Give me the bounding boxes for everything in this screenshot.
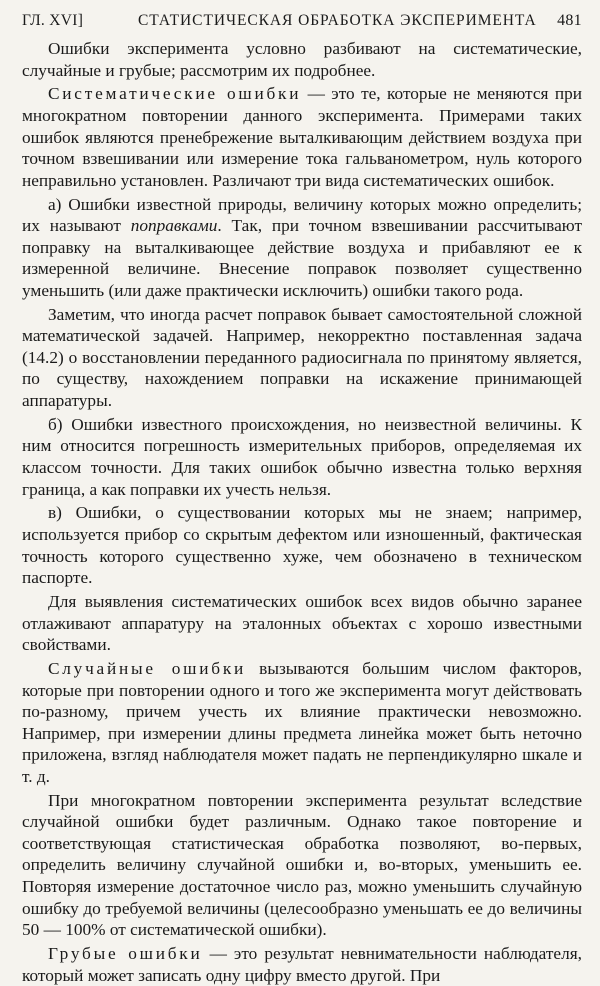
body-text <box>22 38 582 986</box>
term-gross-errors: Грубые ошибки <box>48 944 203 964</box>
paragraph-intro: Ошибки эксперимента условно разбивают на систематические, случайные и грубые; рассмотрим их подробнее. <box>22 39 582 80</box>
term-random-errors: Случайные ошибки <box>48 658 247 678</box>
paragraph-text: а) Ошибки известной природы, величину которых можно определить; их называют <box>22 194 582 236</box>
paragraph-text: — это результат невнимательности наблюдателя, который может записать одну цифру вместо другой. При <box>22 944 582 985</box>
paragraph-text: — это те, которые не меняются при многократном повторении данного эксперимента. Примерами таких ошибок являются пренебрежение выталкивающим действием воздуха при точном взвешивании или измерение тока гальванометром, нуль которого неправильно установлен. Различают три вида систематических ошибок. <box>22 84 582 190</box>
paragraph-systematic-errors <box>22 83 582 191</box>
term-corrections: поправками <box>130 216 218 236</box>
paragraph-text: вызываются большим числом факторов, которые при повторении одного и того же эксперимента могут действовать по-разному, причем учесть их влияние практически невозможно. Например, при измерении длины предмета линейка может быть неточно приложена, взгляд наблюдателя может падать не перпендикулярно шкале и т. д. <box>22 658 582 786</box>
paragraph-known-origin-errors: б) Ошибки известного происхождения, но неизвестной величины. К ним относится погрешность измерительных приборов, определяемая их классом точности. Для таких ошибок обычно известна только верхняя граница, а как поправки их учесть нельзя. <box>22 414 582 499</box>
book-page <box>22 8 582 985</box>
paragraph-unknown-errors: в) Ошибки, о существовании которых мы не знаем; например, используется прибор со скрытым дефектом или изношенный, фактическая точность которого существенно хуже, чем обозначено в техническом паспорте. <box>22 503 582 588</box>
paragraph-text: . Так, при точном взвешивании рассчитывают поправку на выталкивающее действие воздуха и прибавляют ее к измеренной величине. Внесение поправок позволяет существенно уменьшить (или даже практически исключить) ошибки такого рода. <box>22 216 582 300</box>
running-title: СТАТИСТИЧЕСКАЯ ОБРАБОТКА ЭКСПЕРИМЕНТА <box>138 12 537 29</box>
running-header <box>22 8 582 34</box>
chapter-label: ГЛ. XVI] <box>22 12 84 29</box>
paragraph-random-errors <box>22 658 582 788</box>
paragraph-calibration: Для выявления систематических ошибок всех видов обычно заранее отлаживают аппаратуру на эталонных объектах с хорошо известными свойствами. <box>22 591 582 655</box>
paragraph-gross-errors <box>22 943 582 986</box>
paragraph-corrections-note: Заметим, что иногда расчет поправок бывает самостоятельной сложной математической задачей. Например, некорректно поставленная задача (14.2) о восстановлении переданного радиосигнала по принятому является, по существу, нахождением поправки на искажение принимающей аппаратуры. <box>22 304 582 411</box>
term-systematic-errors: Систематические ошибки <box>48 84 302 104</box>
paragraph-known-nature-errors <box>22 194 582 302</box>
paragraph-repetition: При многократном повторении эксперимента результат вследствие случайной ошибки будет различным. Однако такое повторение и соответствующая статистическая обработка позволяют, во-первых, определить величину случайной ошибки и, во-вторых, уменьшить ее. Повторяя измерение достаточное число раз, можно уменьшить случайную ошибку до требуемой величины (целесообразно уменьшать ее до величины 50 — 100% от систематической ошибки). <box>22 790 582 940</box>
page-number: 481 <box>557 12 582 29</box>
